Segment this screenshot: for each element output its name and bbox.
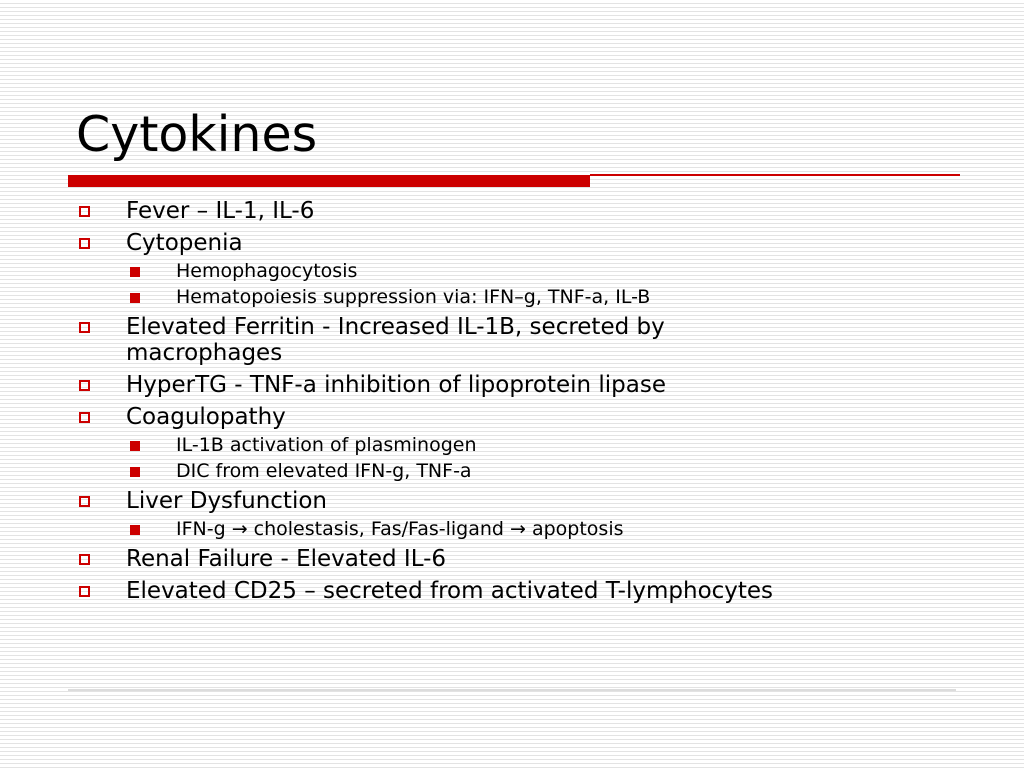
bullet-item (0, 578, 826, 604)
bullet-item (0, 314, 826, 366)
filled-square-bullet-icon (130, 525, 140, 535)
bullet-text: Liver Dysfunction (126, 488, 327, 514)
bullet-text: Fever – IL-1, IL-6 (126, 198, 315, 224)
bullet-text: Elevated CD25 – secreted from activated T-lymphocytes (126, 578, 774, 604)
title-underline-thick (68, 175, 590, 187)
sub-bullet-text: IFN-g → cholestasis, Fas/Fas-ligand → apoptosis (176, 518, 624, 540)
sub-bullet-item (0, 459, 1024, 483)
slide-title: Cytokines (76, 106, 318, 163)
sub-bullet-text: IL-1B activation of plasminogen (176, 434, 477, 456)
sub-bullet-item (0, 517, 1024, 541)
bullet-item (0, 198, 826, 224)
hollow-square-bullet-icon (79, 412, 90, 423)
bullet-text: Coagulopathy (126, 404, 286, 430)
filled-square-bullet-icon (130, 441, 140, 451)
bullet-item (0, 230, 826, 256)
sub-bullet-item (0, 285, 1024, 309)
title-underline-thin (590, 174, 960, 176)
hollow-square-bullet-icon (79, 322, 90, 333)
bullet-item (0, 546, 826, 572)
filled-square-bullet-icon (130, 267, 140, 277)
sub-bullet-text: Hematopoiesis suppression via: IFN–g, TNF-a, IL-B (176, 286, 651, 308)
bullet-item (0, 404, 826, 430)
hollow-square-bullet-icon (79, 206, 90, 217)
filled-square-bullet-icon (130, 293, 140, 303)
sub-bullet-item (0, 433, 1024, 457)
hollow-square-bullet-icon (79, 380, 90, 391)
bullet-item (0, 372, 826, 398)
hollow-square-bullet-icon (79, 554, 90, 565)
filled-square-bullet-icon (130, 467, 140, 477)
bullet-text: HyperTG - TNF-a inhibition of lipoprotein lipase (126, 372, 666, 398)
hollow-square-bullet-icon (79, 496, 90, 507)
bullet-text: Elevated Ferritin - Increased IL-1B, secreted by macrophages (126, 314, 665, 366)
footer-divider (68, 689, 956, 691)
bullet-list (0, 198, 1024, 610)
sub-bullet-text: Hemophagocytosis (176, 260, 358, 282)
bullet-text: Renal Failure - Elevated IL-6 (126, 546, 447, 572)
bullet-item (0, 488, 826, 514)
sub-bullet-text: DIC from elevated IFN-g, TNF-a (176, 460, 472, 482)
bullet-text: Cytopenia (126, 230, 243, 256)
sub-bullet-item (0, 259, 1024, 283)
hollow-square-bullet-icon (79, 238, 90, 249)
hollow-square-bullet-icon (79, 586, 90, 597)
